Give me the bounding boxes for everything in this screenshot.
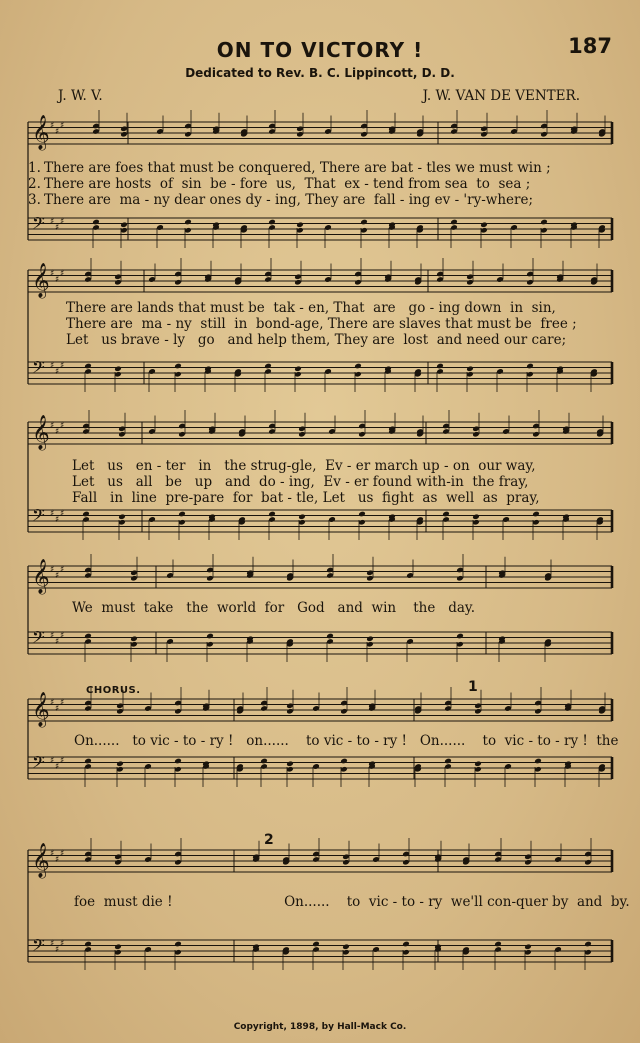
lyric-line xyxy=(28,458,640,474)
notehead xyxy=(466,365,474,372)
notehead xyxy=(84,363,92,370)
lyric-line xyxy=(28,894,640,910)
notehead xyxy=(526,363,534,370)
notehead xyxy=(114,365,122,372)
treble-clef-icon: 𝄞 xyxy=(32,692,50,727)
notehead xyxy=(534,758,542,765)
notehead xyxy=(116,760,124,767)
notehead xyxy=(84,758,92,765)
hymn-title: ON TO VICTORY ! xyxy=(216,38,424,62)
lyric-line xyxy=(28,474,640,490)
music-system-4 xyxy=(28,559,612,682)
notehead xyxy=(450,219,458,226)
sharp-icon: ♯ xyxy=(60,121,65,131)
notehead xyxy=(340,758,348,765)
lyric-text: We must take the world for God and win the day. xyxy=(72,600,476,616)
notehead xyxy=(174,363,182,370)
sharp-icon: ♯ xyxy=(55,762,60,772)
treble-clef-icon: 𝄞 xyxy=(32,559,50,594)
bass-clef-icon: 𝄢 xyxy=(32,357,45,381)
sharp-icon: ♯ xyxy=(60,509,65,519)
notehead xyxy=(92,219,100,226)
notehead xyxy=(366,635,374,642)
notehead xyxy=(524,943,532,950)
lyric-line xyxy=(28,332,640,348)
sharp-icon: ♯ xyxy=(60,698,65,708)
notehead xyxy=(268,219,276,226)
lyric-text: There are foes that must be conquered, There are bat - tles we must win ; xyxy=(44,160,551,176)
music-credit: J. W. VAN DE VENTER. xyxy=(422,88,580,104)
notehead xyxy=(118,513,126,520)
lyric-text: Let us all be up and do - ing, Ev - er found with-in the fray, xyxy=(72,474,529,490)
lyric-text: There are ma - ny dear ones dy - ing, They are fall - ing ev - 'ry-where; xyxy=(44,192,533,208)
notehead xyxy=(472,513,480,520)
lyric-text: There are ma - ny still in bond-age, There are slaves that must be free ; xyxy=(66,316,577,332)
sharp-icon: ♯ xyxy=(55,704,60,714)
bass-clef-icon: 𝄢 xyxy=(32,505,45,529)
sharp-icon: ♯ xyxy=(60,565,65,575)
sharp-icon: ♯ xyxy=(50,698,55,708)
notehead xyxy=(494,941,502,948)
notehead xyxy=(84,633,92,640)
verse-number: 3. xyxy=(28,192,41,208)
notehead xyxy=(360,219,368,226)
notehead xyxy=(358,511,366,518)
sharp-icon: ♯ xyxy=(60,631,65,641)
sharp-icon: ♯ xyxy=(55,855,60,865)
sharp-icon: ♯ xyxy=(60,421,65,431)
music-system-2 xyxy=(28,260,612,420)
notehead xyxy=(130,635,138,642)
notehead xyxy=(540,219,548,226)
bass-clef-icon: 𝄢 xyxy=(32,752,45,776)
music-system-3 xyxy=(28,412,612,572)
staff-notation-5 xyxy=(28,685,612,825)
second-ending-mark: 2 xyxy=(264,832,274,848)
lyric-line xyxy=(28,600,640,616)
verse-number: 2. xyxy=(28,176,41,192)
sharp-icon: ♯ xyxy=(50,565,55,575)
sharp-icon: ♯ xyxy=(60,939,65,949)
sharp-icon: ♯ xyxy=(50,509,55,519)
treble-clef-icon: 𝄞 xyxy=(32,263,50,298)
notehead xyxy=(84,941,92,948)
sharp-icon: ♯ xyxy=(60,361,65,371)
sharp-icon: ♯ xyxy=(60,849,65,859)
lyric-text: Fall in line pre-pare for bat - tle, Let us fight as well as pray, xyxy=(72,490,540,506)
sharp-icon: ♯ xyxy=(50,121,55,131)
lyric-line xyxy=(28,160,612,176)
verse-number: 1. xyxy=(28,160,41,176)
notehead xyxy=(444,758,452,765)
notehead xyxy=(174,941,182,948)
lyric-line xyxy=(28,192,612,208)
lyric-text: There are hosts of sin be - fore us, That ex - tend from sea to sea ; xyxy=(44,176,531,192)
page-number: 187 xyxy=(568,34,612,58)
words-credit: J. W. V. xyxy=(58,88,103,104)
notehead xyxy=(296,221,304,228)
notehead xyxy=(178,511,186,518)
sharp-icon: ♯ xyxy=(55,427,60,437)
first-ending-mark: 1 xyxy=(468,679,478,695)
staff-notation-4 xyxy=(28,559,612,682)
music-system-6 xyxy=(28,832,630,1010)
sharp-icon: ♯ xyxy=(55,515,60,525)
lyric-line xyxy=(28,733,640,749)
notehead xyxy=(260,758,268,765)
dedication: Dedicated to Rev. B. C. Lippincott, D. D. xyxy=(185,66,455,80)
lyric-line xyxy=(28,176,612,192)
sharp-icon: ♯ xyxy=(60,217,65,227)
notehead xyxy=(82,511,90,518)
sharp-icon: ♯ xyxy=(50,756,55,766)
sharp-icon: ♯ xyxy=(50,849,55,859)
notehead xyxy=(480,221,488,228)
lyric-text: On...... to vic - to - ry ! on...... to vic - to - ry ! On...... to vic - to - ry ! the xyxy=(74,733,619,749)
treble-clef-icon: 𝄞 xyxy=(32,115,50,150)
sharp-icon: ♯ xyxy=(50,269,55,279)
notehead xyxy=(312,941,320,948)
notehead xyxy=(120,221,128,228)
notehead xyxy=(436,363,444,370)
notehead xyxy=(268,511,276,518)
lyric-text: There are lands that must be tak - en, That are go - ing down in sin, xyxy=(66,300,556,316)
notehead xyxy=(342,943,350,950)
sharp-icon: ♯ xyxy=(50,631,55,641)
notehead xyxy=(584,941,592,948)
notehead xyxy=(286,760,294,767)
notehead xyxy=(456,633,464,640)
sharp-icon: ♯ xyxy=(55,945,60,955)
treble-clef-icon: 𝄞 xyxy=(32,843,50,878)
sharp-icon: ♯ xyxy=(60,269,65,279)
notehead xyxy=(174,758,182,765)
lyric-line xyxy=(28,316,640,332)
sharp-icon: ♯ xyxy=(55,637,60,647)
sharp-icon: ♯ xyxy=(55,223,60,233)
sharp-icon: ♯ xyxy=(50,421,55,431)
sharp-icon: ♯ xyxy=(50,939,55,949)
treble-clef-icon: 𝄞 xyxy=(32,415,50,450)
notehead xyxy=(114,943,122,950)
notehead xyxy=(298,513,306,520)
notehead xyxy=(184,219,192,226)
music-system-1 xyxy=(28,112,612,272)
bass-clef-icon: 𝄢 xyxy=(32,935,45,959)
staff-notation-6 xyxy=(28,840,612,1010)
lyric-text: Let us brave - ly go and help them, They are lost and need our care; xyxy=(66,332,567,348)
lyric-text: Let us en - ter in the strug-gle, Ev - er march up - on our way, xyxy=(72,458,536,474)
sharp-icon: ♯ xyxy=(55,571,60,581)
copyright-notice: Copyright, 1898, by Hall-Mack Co. xyxy=(233,1022,407,1032)
lyric-line xyxy=(28,490,640,506)
lyric-text: foe must die ! On...... to vic - to - ry we'll con-quer by and by. xyxy=(74,894,630,910)
notehead xyxy=(206,633,214,640)
sharp-icon: ♯ xyxy=(50,217,55,227)
notehead xyxy=(264,363,272,370)
notehead xyxy=(354,363,362,370)
notehead xyxy=(326,633,334,640)
sharp-icon: ♯ xyxy=(55,275,60,285)
sharp-icon: ♯ xyxy=(55,127,60,137)
sharp-icon: ♯ xyxy=(60,756,65,766)
sharp-icon: ♯ xyxy=(50,361,55,371)
notehead xyxy=(474,760,482,767)
notehead xyxy=(532,511,540,518)
lyric-line xyxy=(28,300,640,316)
bass-clef-icon: 𝄢 xyxy=(32,627,45,651)
bass-clef-icon: 𝄢 xyxy=(32,213,45,237)
notehead xyxy=(402,941,410,948)
notehead xyxy=(294,365,302,372)
music-system-5 xyxy=(28,679,619,825)
notehead xyxy=(442,511,450,518)
chorus-label: CHORUS. xyxy=(86,685,141,696)
sharp-icon: ♯ xyxy=(55,367,60,377)
